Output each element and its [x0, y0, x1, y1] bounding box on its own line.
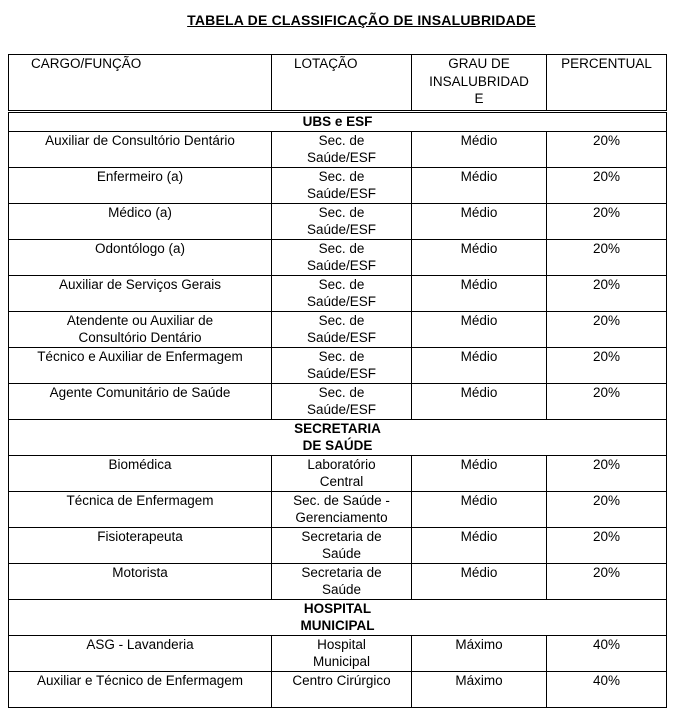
cell-lotacao: [272, 491, 412, 527]
cell-percentual: 20%: [547, 203, 667, 239]
cell-lotacao: [272, 239, 412, 275]
section-title-line: DE SAÚDE: [302, 438, 373, 453]
cell-lotacao-line: Gerenciamento: [295, 510, 388, 525]
cell-lotacao: [272, 203, 412, 239]
cell-lotacao-line: Sec. de: [318, 348, 365, 364]
cell-cargo: [9, 347, 272, 383]
header-cargo: CARGO/FUNÇÃO: [9, 55, 272, 112]
cell-grau: Máximo: [412, 635, 547, 671]
cell-grau: Médio: [412, 239, 547, 275]
cell-lotacao-line: Sec. de: [318, 204, 365, 220]
cell-lotacao-line: Saúde/ESF: [306, 258, 377, 273]
cell-lotacao: [272, 131, 412, 167]
section-title: [9, 599, 667, 635]
table-row: [9, 455, 667, 491]
cell-grau: Médio: [412, 167, 547, 203]
cell-lotacao-line: Secretaria de: [301, 564, 382, 580]
cell-cargo-line: Biomédica: [108, 456, 172, 472]
cell-lotacao: [272, 635, 412, 671]
cell-lotacao-line: Central: [319, 474, 364, 489]
cell-percentual: 20%: [547, 527, 667, 563]
table-row: [9, 311, 667, 347]
cell-cargo: [9, 671, 272, 707]
header-percentual: PERCENTUAL: [547, 55, 667, 112]
cell-grau: Médio: [412, 563, 547, 599]
cell-cargo: [9, 527, 272, 563]
cell-cargo-line: Motorista: [112, 564, 168, 580]
cell-lotacao: [272, 527, 412, 563]
header-lotacao: LOTAÇÃO: [272, 55, 412, 112]
section-title-line: SECRETARIA: [294, 420, 381, 436]
cell-cargo: [9, 167, 272, 203]
cell-lotacao: [272, 347, 412, 383]
cell-percentual: 20%: [547, 311, 667, 347]
cell-lotacao-line: Sec. de: [318, 312, 365, 328]
cell-lotacao-line: Secretaria de: [301, 528, 382, 544]
cell-grau: Médio: [412, 311, 547, 347]
cell-cargo: [9, 203, 272, 239]
table-row: [9, 239, 667, 275]
table-body: [9, 112, 667, 708]
table-row: [9, 527, 667, 563]
table-row: [9, 491, 667, 527]
cell-lotacao: [272, 167, 412, 203]
cell-cargo: [9, 383, 272, 419]
cell-lotacao: [272, 275, 412, 311]
cell-percentual: 40%: [547, 671, 667, 707]
cell-cargo-line: Consultório Dentário: [78, 330, 202, 345]
header-grau-line: E: [474, 91, 484, 106]
cell-grau: Médio: [412, 203, 547, 239]
cell-lotacao-line: Sec. de: [318, 240, 365, 256]
cell-lotacao-line: Saúde/ESF: [306, 150, 377, 165]
cell-percentual: 20%: [547, 239, 667, 275]
cell-lotacao-line: Saúde/ESF: [306, 222, 377, 237]
cell-grau: Médio: [412, 383, 547, 419]
cell-cargo: [9, 275, 272, 311]
cell-cargo-line: Auxiliar de Consultório Dentário: [45, 132, 235, 148]
section-row: [9, 112, 667, 132]
cell-percentual: 20%: [547, 563, 667, 599]
cell-cargo-line: Técnica de Enfermagem: [66, 492, 214, 508]
cell-cargo-line: Atendente ou Auxiliar de: [66, 312, 214, 328]
cell-lotacao: [272, 383, 412, 419]
cell-lotacao-line: Laboratório: [307, 456, 376, 472]
header-grau-line: GRAU DE: [448, 56, 510, 71]
table-row: [9, 275, 667, 311]
cell-cargo-line: Auxiliar de Serviços Gerais: [58, 276, 222, 292]
cell-lotacao: [272, 311, 412, 347]
cell-cargo-line: Médico (a): [108, 204, 172, 220]
cell-lotacao-line: Saúde/ESF: [306, 366, 377, 381]
cell-cargo-line: Agente Comunitário de Saúde: [49, 384, 231, 400]
insalubrity-table: [8, 54, 667, 708]
cell-percentual: 20%: [547, 167, 667, 203]
cell-percentual: 20%: [547, 275, 667, 311]
cell-lotacao-line: Saúde/ESF: [306, 294, 377, 309]
cell-lotacao-line: Sec. de: [318, 168, 365, 184]
cell-lotacao-line: Saúde/ESF: [306, 186, 377, 201]
table-row: [9, 563, 667, 599]
cell-lotacao-line: Saúde: [321, 546, 362, 561]
cell-percentual: 20%: [547, 131, 667, 167]
cell-lotacao-line: Centro Cirúrgico: [292, 672, 391, 688]
cell-grau: Médio: [412, 347, 547, 383]
cell-cargo: [9, 311, 272, 347]
cell-percentual: 40%: [547, 635, 667, 671]
cell-grau: Médio: [412, 455, 547, 491]
cell-cargo-line: Fisioterapeuta: [97, 528, 183, 544]
document-title: TABELA DE CLASSIFICAÇÃO DE INSALUBRIDADE: [187, 12, 536, 28]
cell-lotacao-line: Sec. de: [318, 276, 365, 292]
cell-lotacao-line: Hospital: [317, 636, 366, 652]
cell-cargo-line: Técnico e Auxiliar de Enfermagem: [37, 348, 243, 364]
table-header-row: [9, 55, 667, 112]
table-row: [9, 131, 667, 167]
cell-cargo: [9, 635, 272, 671]
section-title-line: HOSPITAL: [303, 600, 372, 616]
cell-lotacao-line: Municipal: [312, 654, 371, 669]
section-title: [9, 112, 667, 132]
cell-grau: Médio: [412, 275, 547, 311]
table-row: [9, 347, 667, 383]
section-title-line: UBS e ESF: [302, 114, 373, 129]
cell-percentual: 20%: [547, 455, 667, 491]
cell-lotacao-line: Saúde/ESF: [306, 402, 377, 417]
cell-lotacao-line: Saúde/ESF: [306, 330, 377, 345]
cell-percentual: 20%: [547, 491, 667, 527]
cell-grau: Médio: [412, 527, 547, 563]
table-row: [9, 383, 667, 419]
cell-cargo-line: Auxiliar e Técnico de Enfermagem: [36, 672, 244, 688]
cell-lotacao: [272, 563, 412, 599]
section-row: [9, 419, 667, 455]
cell-cargo: [9, 491, 272, 527]
section-title-line: MUNICIPAL: [300, 618, 375, 633]
cell-grau: Médio: [412, 131, 547, 167]
table-row: [9, 203, 667, 239]
cell-lotacao-line: Sec. de: [318, 132, 365, 148]
cell-cargo-line: Odontólogo (a): [94, 240, 186, 256]
cell-grau: Máximo: [412, 671, 547, 707]
section-title: [9, 419, 667, 455]
cell-lotacao-line: Saúde: [321, 582, 362, 597]
cell-cargo: [9, 563, 272, 599]
section-row: [9, 599, 667, 635]
cell-cargo-line: Enfermeiro (a): [96, 168, 184, 184]
cell-grau: Médio: [412, 491, 547, 527]
cell-lotacao-line: Sec. de: [318, 384, 365, 400]
cell-cargo: [9, 131, 272, 167]
header-grau: [412, 55, 547, 112]
header-grau-line: INSALUBRIDAD: [429, 73, 529, 89]
cell-cargo: [9, 455, 272, 491]
table-row: [9, 671, 667, 707]
cell-cargo-line: ASG - Lavanderia: [86, 636, 194, 652]
table-row: [9, 635, 667, 671]
table-row: [9, 167, 667, 203]
cell-lotacao: [272, 671, 412, 707]
cell-lotacao-line: Sec. de Saúde -: [293, 492, 390, 508]
cell-lotacao: [272, 455, 412, 491]
cell-cargo: [9, 239, 272, 275]
cell-percentual: 20%: [547, 383, 667, 419]
cell-percentual: 20%: [547, 347, 667, 383]
